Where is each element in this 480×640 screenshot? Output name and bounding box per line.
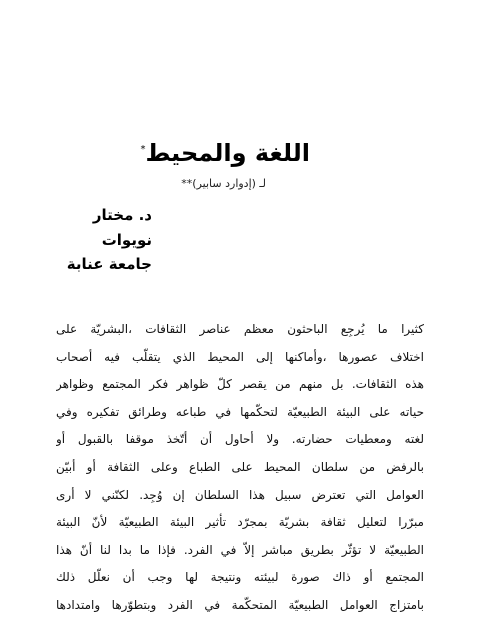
body-line: اختلاف عصورها ،وأماكنها إلى المحيط الذي يتقلّب فيه أصحاب [56,349,424,364]
body-line: كثيرا ما يُرجِع الباحثون معظم عناصر الثقافات ،البشريّة على [56,322,424,336]
title-footnote-mark: * [140,144,146,155]
author-affiliation: جامعة عنابة [66,255,152,273]
byline: لـ (إدوارد سابير)** [181,177,266,190]
body-paragraph [56,316,424,620]
body-line: هذه الثقافات. بل منهم من يقصر كلّ ظواهر فكر المجتمع وظواهر [56,377,424,392]
body-line: حياته على البيئة الطبيعيّة لتحكّمها في طباعه وطرائق تفكيره وفي [56,404,424,419]
body-line: لغته ومعطيات حضارته. ولا أحاول أن أتّخذ موقفا بالقبول أو [56,432,424,447]
body-line: مبرّرا لتعليل ثقافة بشريّة بمجرّد تأثير البيئة الطبيعيّة لأنّ البيئة [56,515,424,530]
author-block [67,203,152,277]
author-surname: نويوات [101,230,152,249]
author-name: د. مختار [92,206,152,224]
body-line: بالرفض من سلطان المحيط على الطباع وعلى الثقافة أو أبيّن [56,459,424,474]
title-text: اللغة والمحيط [145,139,310,167]
body-line: الطبيعيّة لا تؤثّر بطريق مباشر إلاّ في الفرد. فإذا ما بدا لنا أنّ هذا [56,542,424,557]
body-line: المجتمع أو ذاك صورة لبيئته ونتيجة لها وجب أن نعلّل ذلك [56,570,424,585]
body-line: العوامل التي تعترض سبيل هذا السلطان إن وُجِد. لكنّني لا أرى [56,487,424,502]
page-title [140,135,310,168]
body-line: بامتزاج العوامل الطبيعيّة المتحكّمة في الفرد وبتطوّرها وامتدادها [56,597,424,612]
